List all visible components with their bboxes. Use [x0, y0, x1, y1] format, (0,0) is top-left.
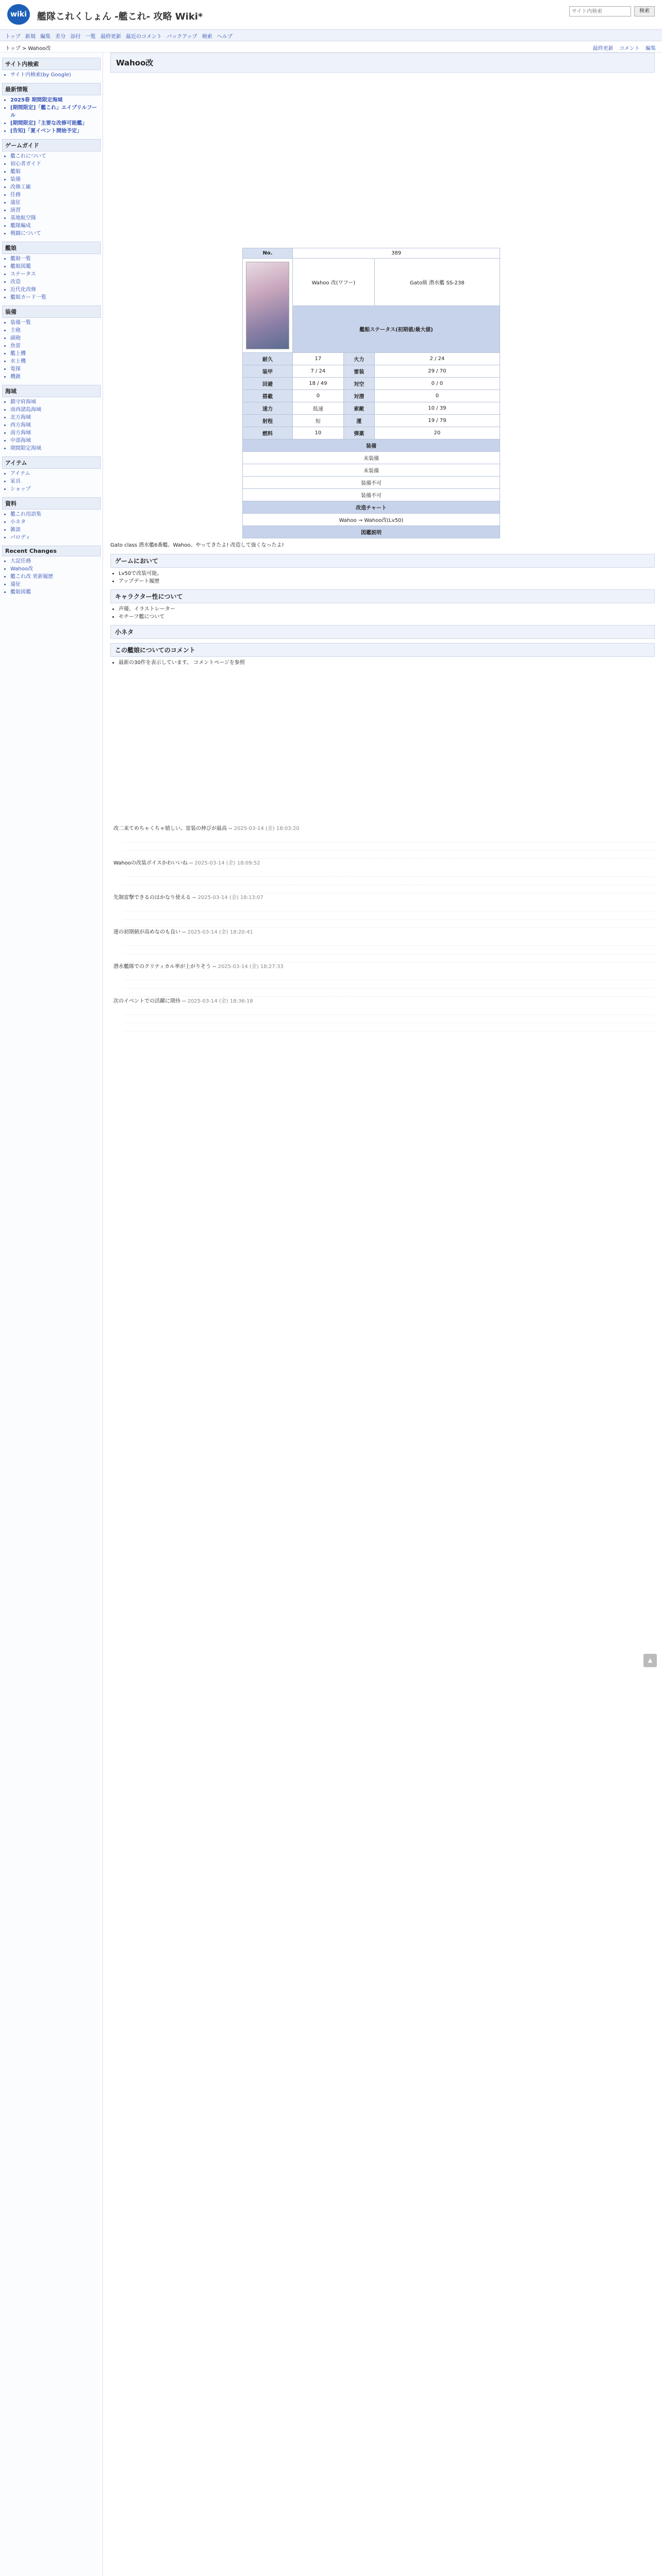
section-header[interactable]: ゲームにおいて	[110, 554, 655, 568]
section-list-item: • 声優、イラストレーター	[119, 605, 655, 613]
sidebar-section-header: 資料	[2, 497, 101, 510]
comment-reply-line	[124, 1008, 655, 1015]
menu-item-top[interactable]: トップ	[5, 34, 21, 40]
sidebar-link[interactable]: • 水上機	[10, 358, 100, 365]
sidebar-link[interactable]: • 基地航空隊	[10, 214, 100, 222]
sidebar-section-header: 艦娘	[2, 242, 101, 254]
comment-date: 2025-03-14 (金) 18:27:33	[218, 964, 284, 970]
sidebar-link[interactable]: • Wahoo改	[10, 565, 100, 573]
sidebar-link[interactable]: • 西方海域	[10, 421, 100, 429]
sidebar-list	[2, 556, 101, 597]
sidebar-section-header: 装備	[2, 306, 101, 318]
comment-date: 2025-03-14 (金) 18:03:20	[234, 826, 300, 832]
comment-reply-line	[124, 1016, 655, 1023]
ammo-label: 弾薬	[343, 427, 374, 439]
scroll-to-top-icon[interactable]: ▲	[643, 1654, 657, 1667]
stat-value: 2 / 24	[374, 353, 500, 365]
fuel-value: 10	[293, 427, 344, 439]
equip-header: 装備	[243, 439, 500, 452]
comment-text: 運の初期値が高めなのも良い	[113, 929, 180, 935]
section-list	[119, 659, 655, 667]
toolbar-last-modified[interactable]: 最終更新	[592, 46, 614, 52]
section-list-item: • モチーフ艦について	[119, 613, 655, 621]
sidebar-link[interactable]: • 中部海域	[10, 437, 100, 445]
sidebar-link[interactable]: • アイテム	[10, 470, 100, 478]
sidebar-list	[2, 254, 101, 302]
sidebar-section-header: 海域	[2, 385, 101, 397]
sidebar-link[interactable]: • 艦これ改 更新履歴	[10, 573, 100, 581]
sidebar-link[interactable]: • 期間限定海域	[10, 445, 100, 452]
infobox	[242, 248, 500, 538]
menu-item-attach[interactable]: 添付	[70, 34, 81, 40]
menu-item-diff[interactable]: 差分	[55, 34, 66, 40]
comment-separator: --	[187, 860, 195, 866]
infobox-no-value: 389	[293, 248, 500, 259]
comment-reply-line	[124, 990, 655, 997]
sidebar-link[interactable]: • 艦娘カード一覧	[10, 294, 100, 301]
comment-separator: --	[227, 826, 234, 832]
stat-value: 7 / 24	[293, 365, 344, 378]
comment-item	[113, 860, 655, 867]
search-button[interactable]: 検索	[634, 6, 655, 16]
comment-reply-line	[124, 912, 655, 920]
section-list-item: • 最新の30件を表示しています。 コメントページを参照	[119, 659, 655, 667]
comment-date: 2025-03-14 (金) 18:13:07	[197, 895, 263, 901]
stat-value: 19 / 79	[374, 415, 500, 427]
sidebar-link[interactable]: • 大淀任務	[10, 557, 100, 565]
sidebar-section-header: サイト内検索	[2, 58, 101, 70]
equip-slot: 未装備	[243, 452, 500, 464]
menu-item-help[interactable]: ヘルプ	[217, 34, 233, 40]
upgrade-chart[interactable]: Wahoo → Wahoo改(Lv50)	[243, 514, 500, 526]
menu-item-recent-comments[interactable]: 最近のコメント	[126, 34, 162, 40]
comment-reply-line	[124, 921, 655, 928]
sidebar-link[interactable]: • 改造	[10, 278, 100, 286]
comment-reply-line	[124, 843, 655, 851]
sidebar-section-header: アイテム	[2, 456, 101, 469]
comment-reply-line	[124, 939, 655, 946]
menu-item-backup[interactable]: バックアップ	[167, 34, 197, 40]
sidebar-link[interactable]: • 艦娘	[10, 168, 100, 176]
stat-label: 雷装	[343, 365, 374, 378]
sidebar-link[interactable]: • 小ネタ	[10, 518, 100, 526]
stat-value: 0	[293, 390, 344, 402]
sidebar-section-header: ゲームガイド	[2, 139, 101, 151]
section-header[interactable]: この艦娘についてのコメント	[110, 643, 655, 657]
drop-header: 図鑑説明	[243, 526, 500, 538]
sidebar-link[interactable]: • 改修工廠	[10, 183, 100, 191]
site-logo-icon[interactable]: wiki	[7, 4, 30, 25]
sidebar-list	[2, 151, 101, 239]
sidebar-link[interactable]: • サイト内検索(by Google)	[10, 71, 100, 79]
stat-label: 射程	[243, 415, 293, 427]
comment-text: 潜水艦隊でのクリティカル率が上がりそう	[113, 964, 211, 970]
sidebar-link[interactable]: • 主砲	[10, 327, 100, 334]
sidebar-link[interactable]: • 初心者ガイド	[10, 160, 100, 168]
equip-slot: 未装備	[243, 464, 500, 477]
menu-bar	[0, 30, 662, 41]
toolbar-comment[interactable]: コメント	[619, 46, 640, 52]
sidebar-link[interactable]: • [期間限定]「艦これ」エイプリルフール	[10, 104, 100, 120]
sidebar-section-header: 最新情報	[2, 83, 101, 95]
sidebar-link[interactable]: • 装備	[10, 176, 100, 183]
sidebar-link[interactable]: • 遠征	[10, 581, 100, 588]
sidebar-link[interactable]: • 艦これ用語集	[10, 511, 100, 518]
comment-separator: --	[180, 998, 188, 1004]
comment-text: 改二来てめちゃくちゃ嬉しい。雷装の伸びが最高	[113, 826, 227, 832]
menu-item-edit[interactable]: 編集	[40, 34, 51, 40]
sidebar	[0, 53, 103, 2576]
sidebar-link[interactable]: • 副砲	[10, 334, 100, 342]
stat-label: 運	[343, 415, 374, 427]
intro-text: Gato class 潜水艦6番艦、Wahoo。やってきたよ! 改造して強くなったよ!	[110, 543, 284, 548]
section-list	[119, 605, 655, 621]
stat-label: 索敵	[343, 402, 374, 415]
sidebar-link[interactable]: • 北方海域	[10, 414, 100, 421]
stat-value: 17	[293, 353, 344, 365]
comment-item	[113, 998, 655, 1005]
comment-date: 2025-03-14 (金) 18:09:52	[194, 860, 260, 866]
sidebar-link[interactable]: • 装備一覧	[10, 319, 100, 327]
comment-separator: --	[211, 964, 218, 970]
comment-item	[113, 963, 655, 971]
stat-value: 短	[293, 415, 344, 427]
sidebar-link[interactable]: • 艦娘図鑑	[10, 263, 100, 270]
equip-slot: 装備不可	[243, 477, 500, 489]
comment-text: Wahooの改装ボイスかわいいね	[113, 860, 188, 866]
comment-reply-line	[124, 1024, 655, 1031]
sidebar-link[interactable]: • 電探	[10, 365, 100, 373]
stat-label: 耐久	[243, 353, 293, 365]
comment-reply-line	[124, 886, 655, 893]
toolbar-edit[interactable]: 編集	[646, 46, 656, 52]
comment-reply-line	[124, 852, 655, 859]
stat-label: 回避	[243, 378, 293, 390]
infobox-ship-class: Gato級 潜水艦 SS-238	[374, 259, 500, 306]
sidebar-link[interactable]: • 近代化改修	[10, 286, 100, 294]
stat-value: 低速	[293, 402, 344, 415]
sidebar-link[interactable]: • 艦上機	[10, 350, 100, 358]
comment-reply-line	[124, 973, 655, 980]
sidebar-list	[2, 469, 101, 494]
stat-value: 10 / 39	[374, 402, 500, 415]
sidebar-link[interactable]: • 演習	[10, 207, 100, 214]
card-image[interactable]	[243, 259, 293, 353]
stat-label: 速力	[243, 402, 293, 415]
comment-item	[113, 825, 655, 833]
sidebar-list	[2, 70, 101, 80]
comment-reply-line	[124, 904, 655, 911]
comment-date: 2025-03-14 (金) 18:36:18	[187, 998, 253, 1004]
upgrade-header: 改造チャート	[243, 501, 500, 514]
stat-value: 18 / 49	[293, 378, 344, 390]
sidebar-list	[2, 397, 101, 453]
sidebar-link[interactable]: • 魚雷	[10, 342, 100, 350]
sidebar-link[interactable]: • [期間限定]「主要な改修可能艦」	[10, 120, 100, 127]
sidebar-list	[2, 510, 101, 543]
equip-slot: 装備不可	[243, 489, 500, 501]
sidebar-link[interactable]: • 家具	[10, 478, 100, 485]
comment-text: 次のイベントでの活躍に期待	[113, 998, 180, 1004]
comment-list	[110, 825, 655, 1032]
fuel-label: 燃料	[243, 427, 293, 439]
ammo-value: 20	[374, 427, 500, 439]
menu-item-recent[interactable]: 最終更新	[100, 34, 121, 40]
sidebar-link[interactable]: • パロディ	[10, 534, 100, 541]
section-header[interactable]: 小ネタ	[110, 625, 655, 639]
stat-label: 装甲	[243, 365, 293, 378]
comment-text: 先制雷撃できるのはかなり使える	[113, 895, 191, 901]
section-header[interactable]: キャラクター性について	[110, 589, 655, 603]
infobox-stats-header: 艦船ステータス(初期値/最大値)	[293, 306, 500, 353]
comment-separator: --	[180, 929, 188, 935]
sidebar-link[interactable]: • 艦娘図鑑	[10, 588, 100, 596]
comment-reply-line	[124, 835, 655, 842]
comment-reply-line	[124, 981, 655, 989]
search-input[interactable]	[569, 6, 631, 16]
comment-reply-line	[124, 878, 655, 885]
sidebar-link[interactable]: • [告知]「夏イベント開始予定」	[10, 127, 100, 135]
sidebar-link[interactable]: • 鎮守府海域	[10, 398, 100, 406]
stat-label: 火力	[343, 353, 374, 365]
stat-label: 搭載	[243, 390, 293, 402]
sidebar-link[interactable]: • 南方海域	[10, 429, 100, 437]
sidebar-link[interactable]: • 戦闘について	[10, 230, 100, 238]
stat-value: 0 / 0	[374, 378, 500, 390]
sidebar-link[interactable]: • ステータス	[10, 270, 100, 278]
comment-item	[113, 929, 655, 936]
infobox-no-label: No.	[243, 248, 293, 259]
menu-item-list[interactable]: 一覧	[85, 34, 96, 40]
site-title[interactable]: 艦隊これくしょん -艦これ- 攻略 Wiki*	[37, 11, 203, 22]
page-toolbar	[0, 41, 662, 53]
section-list-item: • アップデート履歴	[119, 578, 655, 585]
sidebar-link[interactable]: • 遠征	[10, 199, 100, 207]
stat-value: 29 / 70	[374, 365, 500, 378]
stat-label: 対空	[343, 378, 374, 390]
section-list	[119, 570, 655, 585]
sidebar-link[interactable]: • 2025春 期間限定海域	[10, 96, 100, 104]
site-header	[0, 0, 662, 30]
comment-item	[113, 894, 655, 902]
main-content	[110, 53, 655, 2576]
stat-label: 対潜	[343, 390, 374, 402]
sidebar-link[interactable]: • 雑談	[10, 526, 100, 534]
menu-item-new[interactable]: 新規	[25, 34, 36, 40]
breadcrumb[interactable]: トップ > Wahoo改	[5, 46, 51, 52]
comment-reply-line	[124, 955, 655, 962]
stat-value: 0	[374, 390, 500, 402]
sidebar-link[interactable]: • 艦これについて	[10, 152, 100, 160]
menu-item-search[interactable]: 検索	[202, 34, 212, 40]
sidebar-link[interactable]: • 艦隊編成	[10, 222, 100, 230]
sidebar-list	[2, 318, 101, 382]
sidebar-link[interactable]: • 任務	[10, 191, 100, 199]
comment-date: 2025-03-14 (金) 18:20:41	[187, 929, 253, 935]
sidebar-list	[2, 95, 101, 136]
infobox-ship-name: Wahoo 改(ワフー)	[293, 259, 375, 306]
comment-reply-line	[124, 947, 655, 954]
page-title: Wahoo改	[110, 53, 655, 73]
comment-reply-line	[124, 870, 655, 877]
sidebar-link[interactable]: • 機銃	[10, 373, 100, 381]
sidebar-section-header: Recent Changes	[2, 546, 101, 556]
sidebar-link[interactable]: • 艦娘一覧	[10, 255, 100, 263]
ship-illustration	[246, 262, 289, 349]
section-list-item: • Lv50で改装可能。	[119, 570, 655, 578]
sidebar-link[interactable]: • ショップ	[10, 485, 100, 493]
sidebar-link[interactable]: • 南西諸島海域	[10, 406, 100, 414]
comment-separator: --	[191, 895, 198, 901]
